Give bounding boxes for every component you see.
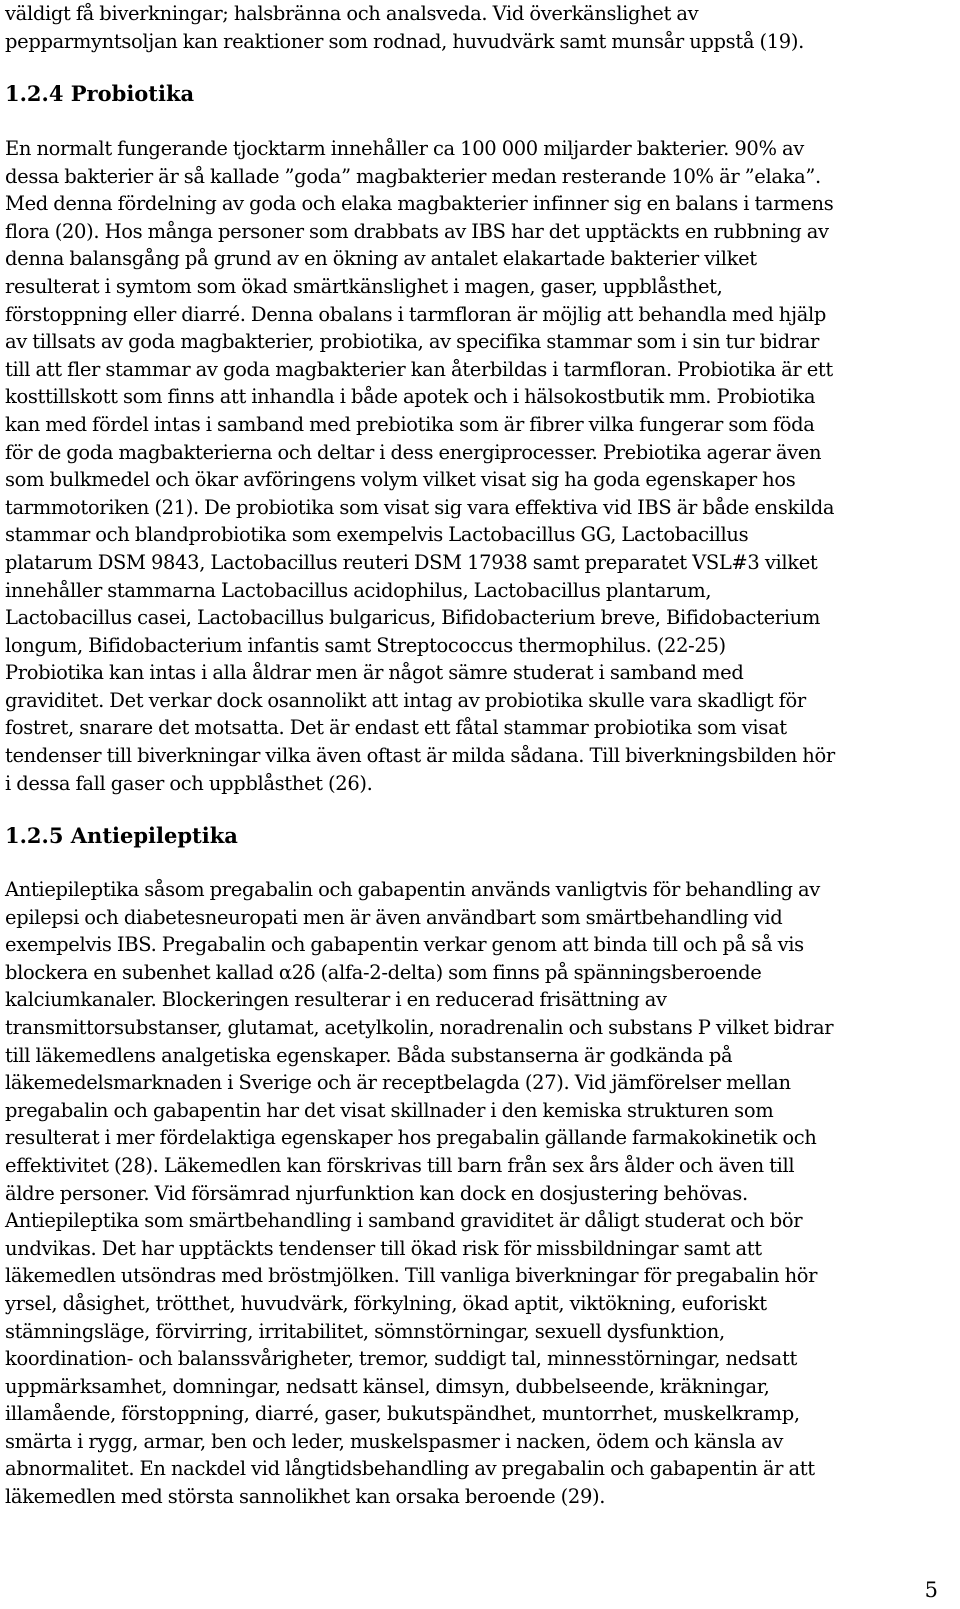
text-line: pregabalin och gabapentin har det visat skillnader i den kemiska strukturen som	[5, 1098, 774, 1122]
text-line: för de goda magbakterierna och deltar i dess energiprocesser. Prebiotika agerar även	[5, 440, 822, 464]
text-line: tendenser till biverkningar vilka även oftast är milda sådana. Till biverkningsbilden hör	[5, 744, 835, 768]
text-line: longum, Bifidobacterium infantis samt Streptococcus thermophilus. (22-25)	[5, 633, 726, 657]
text-line: exempelvis IBS. Pregabalin och gabapentin verkar genom att binda till och på så vis	[5, 933, 804, 957]
text-line: pepparmyntsoljan kan reaktioner som rodnad, huvudvärk samt munsår uppstå (19).	[5, 29, 804, 53]
text-line: flora (20). Hos många personer som drabbats av IBS har det upptäckts en rubbning av	[5, 219, 829, 243]
text-line: innehåller stammarna Lactobacillus acidophilus, Lactobacillus plantarum,	[5, 578, 712, 602]
text-line: blockera en subenhet kallad α2δ (alfa-2-delta) som finns på spänningsberoende	[5, 960, 762, 984]
text-line: förstoppning eller diarré. Denna obalans i tarmfloran är möjlig att behandla med hjälp	[5, 302, 827, 326]
text-line: smärta i rygg, armar, ben och leder, muskelspasmer i nacken, ödem och känsla av	[5, 1429, 784, 1453]
text-line: illamående, förstoppning, diarré, gaser, bukutspändhet, muntorrhet, muskelkramp,	[5, 1402, 800, 1426]
text-line: undvikas. Det har upptäckts tendenser till ökad risk för missbildningar samt att	[5, 1236, 762, 1260]
text-line: som bulkmedel och ökar avföringens volym vilket visat sig ha goda egenskaper hos	[5, 468, 796, 492]
text-line: kosttillskott som finns att inhandla i både apotek och i hälsokostbutik mm. Probiotika	[5, 385, 816, 409]
text-line: äldre personer. Vid försämrad njurfunktion kan dock en dosjustering behövas.	[5, 1181, 748, 1205]
text-line: koordination- och balanssvårigheter, tremor, suddigt tal, minnesstörningar, nedsatt	[5, 1347, 797, 1371]
section-heading-antiepileptika: 1.2.5 Antiepileptika	[5, 823, 238, 848]
text-line: graviditet. Det verkar dock osannolikt att intag av probiotika skulle vara skadligt för	[5, 688, 806, 712]
intro-paragraph	[5, 0, 955, 55]
text-line: epilepsi och diabetesneuropati men är även användbart som smärtbehandling vid	[5, 905, 783, 929]
probiotika-paragraph	[5, 135, 955, 797]
text-line: kalciumkanaler. Blockeringen resulterar i en reducerad frisättning av	[5, 988, 667, 1012]
text-line: väldigt få biverkningar; halsbränna och analsveda. Vid överkänslighet av	[5, 2, 699, 25]
text-line: platarum DSM 9843, Lactobacillus reuteri DSM 17938 samt preparatet VSL#3 vilket	[5, 550, 818, 574]
text-line: Antiepileptika som smärtbehandling i samband graviditet är dåligt studerat och bör	[5, 1209, 803, 1233]
text-line: abnormalitet. En nackdel vid långtidsbehandling av pregabalin och gabapentin är att	[5, 1457, 815, 1481]
text-line: denna balansgång på grund av en ökning av antalet elakartade bakterier vilket	[5, 247, 757, 271]
text-line: transmittorsubstanser, glutamat, acetylkolin, noradrenalin och substans P vilket bidrar	[5, 1015, 834, 1039]
text-line: uppmärksamhet, domningar, nedsatt känsel, dimsyn, dubbelseende, kräkningar,	[5, 1374, 770, 1398]
text-line: läkemedelsmarknaden i Sverige och är receptbelagda (27). Vid jämförelser mellan	[5, 1071, 791, 1095]
text-line: stämningsläge, förvirring, irritabilitet, sömnstörningar, sexuell dysfunktion,	[5, 1319, 725, 1343]
text-line: effektivitet (28). Läkemedlen kan förskrivas till barn från sex års ålder och även till	[5, 1153, 795, 1177]
text-line: kan med fördel intas i samband med prebiotika som är fibrer vilka fungerar som föda	[5, 412, 815, 436]
text-line: dessa bakterier är så kallade ”goda” magbakterier medan resterande 10% är ”elaka”.	[5, 164, 821, 188]
text-line: av tillsats av goda magbakterier, probiotika, av specifika stammar som i sin tur bidrar	[5, 330, 819, 354]
text-line: Med denna fördelning av goda och elaka magbakterier infinner sig en balans i tarmens	[5, 192, 834, 216]
text-line: till läkemedlens analgetiska egenskaper. Båda substanserna är godkända på	[5, 1043, 733, 1067]
text-line: Antiepileptika såsom pregabalin och gabapentin används vanligtvis för behandling av	[5, 878, 820, 901]
text-line: tarmmotoriken (21). De probiotika som visat sig vara effektiva vid IBS är både enskilda	[5, 495, 835, 519]
text-line: läkemedlen utsöndras med bröstmjölken. Till vanliga biverkningar för pregabalin hör	[5, 1264, 818, 1288]
text-line: i dessa fall gaser och uppblåsthet (26).	[5, 771, 373, 795]
text-line: Lactobacillus casei, Lactobacillus bulgaricus, Bifidobacterium breve, Bifidobacterium	[5, 606, 820, 630]
page-number: 5	[924, 1578, 938, 1602]
text-line: Probiotika kan intas i alla åldrar men är något sämre studerat i samband med	[5, 661, 744, 685]
text-line: läkemedlen med största sannolikhet kan orsaka beroende (29).	[5, 1485, 606, 1509]
text-line: resulterat i mer fördelaktiga egenskaper hos pregabalin gällande farmakokinetik och	[5, 1126, 817, 1150]
section-heading-probiotika: 1.2.4 Probiotika	[5, 81, 195, 106]
text-line: En normalt fungerande tjocktarm innehåller ca 100 000 miljarder bakterier. 90% av	[5, 137, 804, 160]
text-line: resulterat i symtom som ökad smärtkänslighet i magen, gaser, uppblåsthet,	[5, 274, 723, 298]
text-line: stammar och blandprobiotika som exempelvis Lactobacillus GG, Lactobacillus	[5, 523, 749, 547]
text-line: till att fler stammar av goda magbakterier kan återbildas i tarmfloran. Probiotika är ett	[5, 357, 833, 381]
text-line: yrsel, dåsighet, trötthet, huvudvärk, förkylning, ökad aptit, viktökning, euforiskt	[5, 1291, 767, 1315]
antiepileptika-paragraph	[5, 876, 955, 1511]
text-line: fostret, snarare det motsatta. Det är endast ett fåtal stammar probiotika som visat	[5, 716, 787, 740]
